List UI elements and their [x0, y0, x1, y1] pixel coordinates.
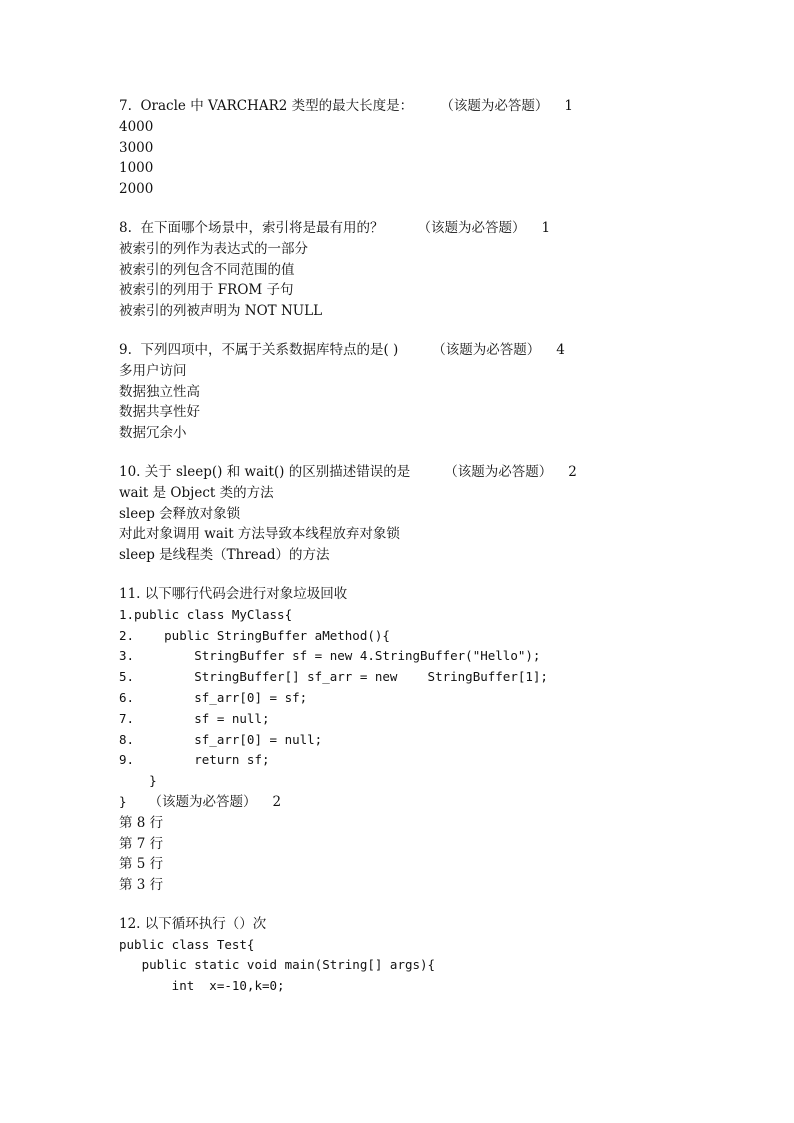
question-11-title: 11. 以下哪行代码会进行对象垃圾回收: [119, 585, 348, 602]
option: 第 5 行: [119, 856, 164, 873]
document-page: [119, 96, 759, 997]
spacer: [119, 896, 759, 914]
question-title: 7. Oracle 中 VARCHAR2 类型的最大长度是：: [119, 98, 414, 114]
required-note: （该题为必答题）: [432, 341, 541, 358]
score: 1: [564, 98, 573, 114]
code-line: int x=-10,k=0;: [119, 978, 285, 994]
question-9-title-row: [119, 340, 759, 361]
spacer: [119, 322, 759, 340]
code-line: 7. sf = null;: [119, 710, 270, 726]
code-line: 3. StringBuffer sf = new 4.StringBuffer("Hello");: [119, 648, 541, 664]
required-note: （该题为必答题）: [444, 463, 553, 480]
question-title: 9. 下列四项中，不属于关系数据库特点的是( ): [119, 341, 399, 358]
code-line: 9. return sf;: [119, 752, 270, 768]
option: 对此对象调用 wait 方法导致本线程放弃对象锁: [119, 526, 400, 543]
question-8-title-row: [119, 218, 759, 239]
score: 2: [568, 463, 577, 480]
option: 多用户访问: [119, 362, 187, 379]
code-line: 6. sf_arr[0] = sf;: [119, 689, 308, 705]
spacer: [119, 566, 759, 584]
question-12-title: 12. 以下循环执行（）次: [119, 915, 267, 932]
option: 被索引的列被声明为 NOT NULL: [119, 303, 323, 320]
option: 被索引的列包含不同范围的值: [119, 261, 295, 278]
code-line: 8. sf_arr[0] = null;: [119, 731, 323, 747]
option: 4000: [119, 118, 154, 135]
option: 被索引的列作为表达式的一部分: [119, 240, 308, 257]
option: 3000: [119, 139, 154, 156]
score: 1: [541, 219, 551, 236]
option: 1000: [119, 160, 154, 177]
code-closing-brace: }: [119, 793, 127, 809]
code-line: 5. StringBuffer[] sf_arr = new StringBuffer[1];: [119, 669, 548, 685]
score: 4: [556, 341, 565, 358]
spacer: [119, 200, 759, 218]
code-line: 2. public StringBuffer aMethod(){: [119, 627, 390, 643]
required-note: （该题为必答题）: [417, 219, 526, 236]
option: 第 7 行: [119, 835, 164, 852]
question-10-title-row: [119, 462, 759, 483]
question-title: 10. 关于 sleep() 和 wait() 的区别描述错误的是: [119, 463, 411, 480]
code-line: }: [119, 773, 157, 789]
code-line: public static void main(String[] args){: [119, 957, 436, 973]
code-line: public class Test{: [119, 936, 255, 952]
spacer: [119, 444, 759, 462]
required-note: （该题为必答题）: [447, 98, 549, 114]
option: 第 8 行: [119, 814, 164, 831]
option: 第 3 行: [119, 877, 164, 894]
required-note: （该题为必答题）: [148, 793, 257, 810]
option: wait 是 Object 类的方法: [119, 484, 274, 501]
question-7-title-row: [119, 96, 759, 117]
code-line: 1.public class MyClass{: [119, 606, 293, 622]
option: sleep 会释放对象锁: [119, 505, 241, 522]
option: 数据共享性好: [119, 404, 200, 421]
option: 2000: [119, 181, 154, 198]
question-11-closing-row: [119, 792, 759, 813]
option: 数据冗余小: [119, 425, 187, 442]
score: 2: [272, 793, 282, 810]
option: 数据独立性高: [119, 383, 200, 400]
question-title: 8. 在下面哪个场景中，索引将是最有用的？: [119, 219, 384, 236]
option: 被索引的列用于 FROM 子句: [119, 282, 294, 299]
option: sleep 是线程类（Thread）的方法: [119, 547, 330, 564]
